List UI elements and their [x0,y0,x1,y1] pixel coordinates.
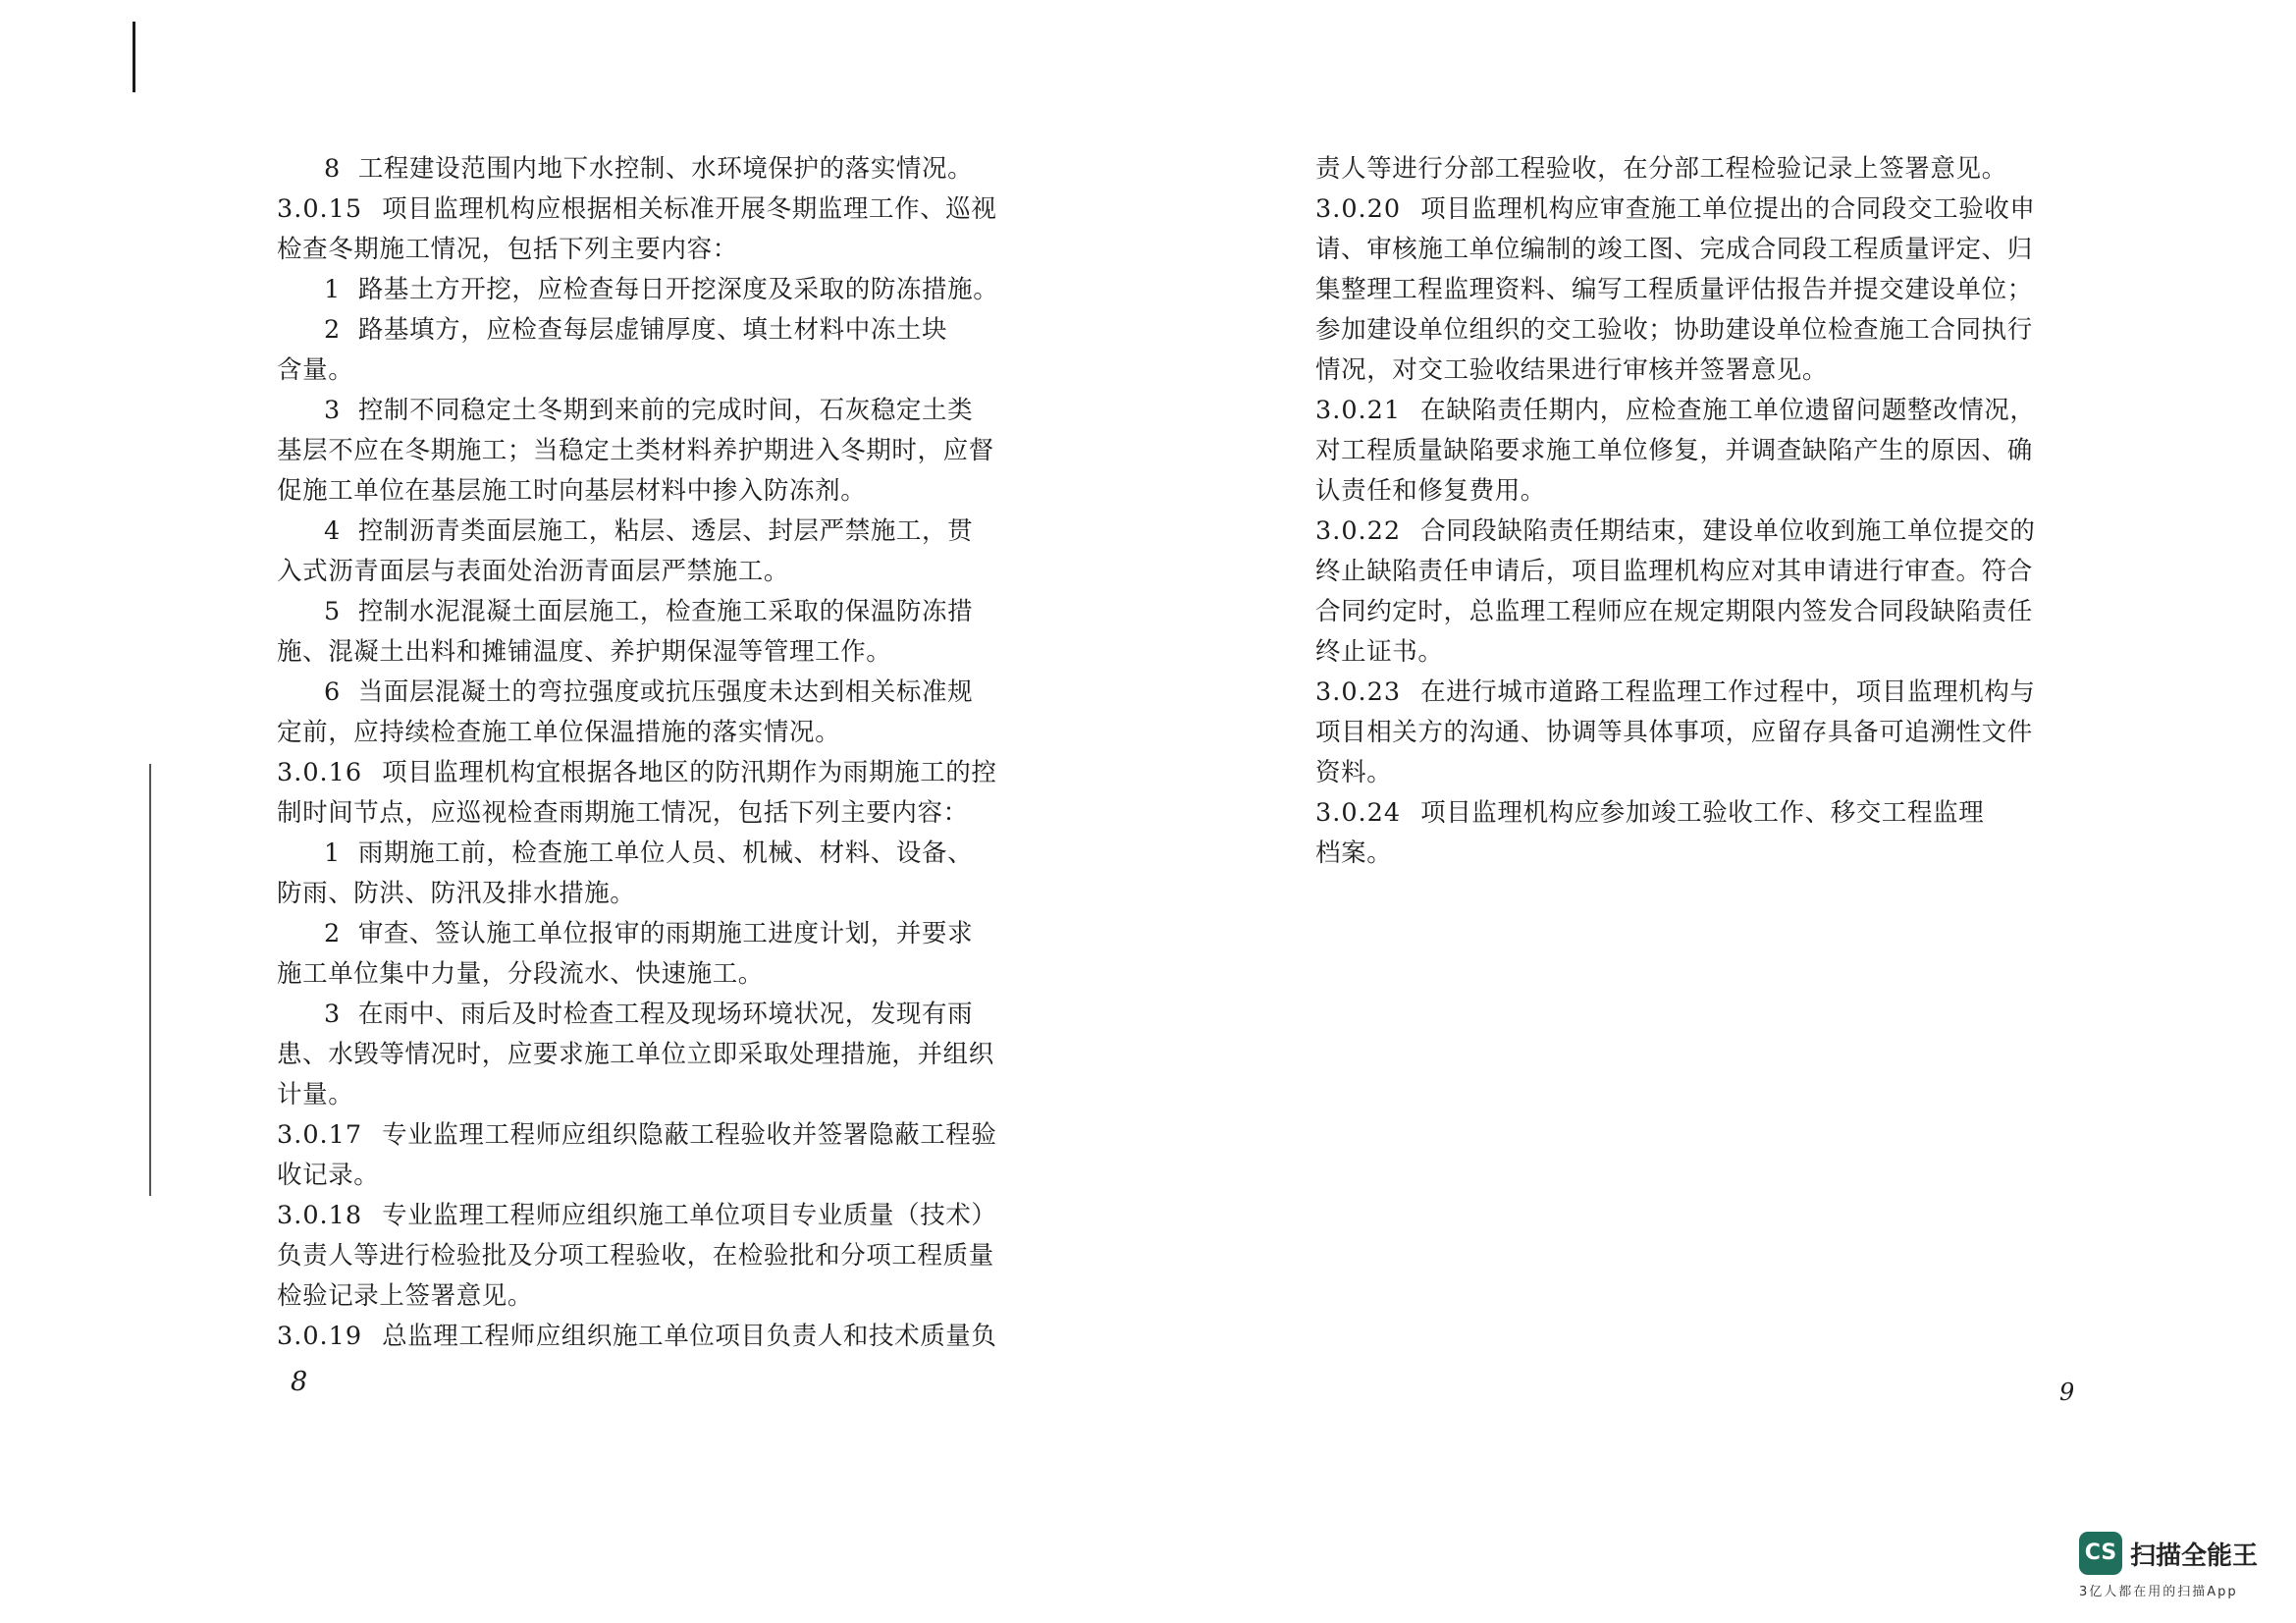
text-line [277,391,1052,431]
clause-number: 3.0.22 [1315,516,1402,546]
text-line [277,1156,1052,1196]
text-line [277,834,1052,874]
text-line [1315,149,2091,189]
page-number-left: 8 [291,1367,308,1397]
line-text: 入式沥青面层与表面处治沥青面层严禁施工。 [277,557,790,586]
text-line [1315,471,2091,512]
text-line [277,1276,1052,1317]
item-number: 3 [324,1000,341,1029]
line-text: 档案。 [1315,839,1393,868]
line-text: 项目监理机构应根据相关标准开展冬期监理工作、巡视 [382,194,997,224]
text-line [277,1115,1052,1156]
line-text: 计量。 [277,1080,354,1109]
text-line [277,431,1052,471]
line-text: 认责任和修复费用。 [1315,476,1546,506]
text-line [1315,632,2091,673]
clause-number: 3.0.23 [1315,677,1402,707]
text-line [277,1075,1052,1115]
line-text: 施工单位集中力量，分段流水、快速施工。 [277,959,764,989]
line-text: 患、水毁等情况时，应要求施工单位立即采取处理措施，并组织 [277,1040,994,1069]
line-text: 专业监理工程师应组织施工单位项目专业质量（技术） [382,1201,997,1230]
text-line [1315,310,2091,351]
line-text: 路基土方开挖，应检查每日开挖深度及采取的防冻措施。 [357,275,999,304]
line-text: 项目监理机构应参加竣工验收工作、移交工程监理 [1420,798,1985,828]
line-text: 合同约定时，总监理工程师应在规定期限内签发合同段缺陷责任 [1315,597,2033,626]
item-number: 1 [324,275,341,304]
clause-number: 3.0.17 [277,1120,363,1150]
item-number: 5 [324,597,341,626]
item-number: 6 [324,677,341,707]
text-line [277,1196,1052,1236]
scan-edge-mark [133,22,135,92]
line-text: 检验记录上签署意见。 [277,1281,534,1311]
item-number: 8 [324,154,341,184]
text-line [277,673,1052,713]
item-number: 2 [324,919,341,948]
clause-number: 3.0.15 [277,194,363,224]
item-number: 4 [324,516,341,546]
text-line [1315,270,2091,310]
text-line [1315,391,2091,431]
line-text: 负责人等进行检验批及分项工程验收，在检验批和分项工程质量 [277,1241,994,1271]
line-text: 终止证书。 [1315,637,1444,667]
clause-number: 3.0.21 [1315,396,1402,425]
left-page-text [277,149,1052,1357]
item-number: 3 [324,396,341,425]
line-text: 在缺陷责任期内，应检查施工单位遗留问题整改情况， [1420,396,2036,425]
text-line [277,793,1052,834]
text-line [277,351,1052,391]
text-line [277,753,1052,793]
line-text: 情况，对交工验收结果进行审核并签署意见。 [1315,355,1829,385]
line-text: 防雨、防洪、防汛及排水措施。 [277,879,636,908]
line-text: 控制沥青类面层施工，粘层、透层、封层严禁施工，贯 [357,516,974,546]
line-text: 检查冬期施工情况，包括下列主要内容： [277,235,738,264]
line-text: 定前，应持续检查施工单位保温措施的落实情况。 [277,718,841,747]
clause-number: 3.0.20 [1315,194,1402,224]
line-text: 制时间节点，应巡视检查雨期施工情况，包括下列主要内容： [277,798,969,828]
line-text: 终止缺陷责任申请后，项目监理机构应对其申请进行审查。符合 [1315,557,2033,586]
text-line [1315,592,2091,632]
item-number: 1 [324,839,341,868]
text-line [277,310,1052,351]
line-text: 施、混凝土出料和摊铺温度、养护期保湿等管理工作。 [277,637,892,667]
line-text: 参加建设单位组织的交工验收；协助建设单位检查施工合同执行 [1315,315,2033,345]
line-text: 基层不应在冬期施工；当稳定土类材料养护期进入冬期时，应督 [277,436,994,465]
text-line [1315,512,2091,552]
camscanner-logo-icon: CS [2079,1532,2122,1575]
line-text: 在进行城市道路工程监理工作过程中，项目监理机构与 [1420,677,2036,707]
line-text: 当面层混凝土的弯拉强度或抗压强度未达到相关标准规 [357,677,974,707]
line-text: 请、审核施工单位编制的竣工图、完成合同段工程质量评定、归 [1315,235,2033,264]
line-text: 责人等进行分部工程验收，在分部工程检验记录上签署意见。 [1315,154,2007,184]
clause-number: 3.0.24 [1315,798,1402,828]
text-line [1315,351,2091,391]
text-line [277,632,1052,673]
watermark-app-name: 扫描全能王 [2130,1541,2259,1571]
line-text: 雨期施工前，检查施工单位人员、机械、材料、设备、 [357,839,974,868]
text-line [277,552,1052,592]
scan-edge-mark [149,764,151,1196]
text-line [1315,431,2091,471]
text-line [277,1035,1052,1075]
line-text: 对工程质量缺陷要求施工单位修复，并调查缺陷产生的原因、确 [1315,436,2033,465]
text-line [277,1317,1052,1357]
text-line [277,874,1052,914]
line-text: 项目监理机构应审查施工单位提出的合同段交工验收申 [1420,194,2036,224]
text-line [1315,230,2091,270]
text-line [1315,713,2091,753]
watermark-tagline: 3亿人都在用的扫描App [2079,1585,2238,1599]
line-text: 项目监理机构宜根据各地区的防汛期作为雨期施工的控 [382,758,997,787]
line-text: 专业监理工程师应组织隐蔽工程验收并签署隐蔽工程验 [382,1120,997,1150]
text-line [277,954,1052,995]
text-line [277,1236,1052,1276]
line-text: 总监理工程师应组织施工单位项目负责人和技术质量负 [382,1322,997,1351]
line-text: 控制不同稳定土冬期到来前的完成时间，石灰稳定土类 [357,396,974,425]
line-text: 控制水泥混凝土面层施工，检查施工采取的保温防冻措 [357,597,974,626]
line-text: 收记录。 [277,1161,380,1190]
text-line [277,471,1052,512]
right-page-text [1315,149,2091,874]
text-line [277,149,1052,189]
text-line [277,713,1052,753]
text-line [277,189,1052,230]
text-line [277,512,1052,552]
line-text: 集整理工程监理资料、编写工程质量评估报告并提交建设单位； [1315,275,2033,304]
item-number: 2 [324,315,341,345]
text-line [1315,793,2091,834]
clause-number: 3.0.19 [277,1322,363,1351]
line-text: 审查、签认施工单位报审的雨期施工进度计划，并要求 [357,919,974,948]
line-text: 工程建设范围内地下水控制、水环境保护的落实情况。 [357,154,974,184]
text-line [1315,189,2091,230]
text-line [1315,753,2091,793]
line-text: 资料。 [1315,758,1393,787]
text-line [1315,673,2091,713]
clause-number: 3.0.16 [277,758,363,787]
line-text: 项目相关方的沟通、协调等具体事项，应留存具备可追溯性文件 [1315,718,2033,747]
line-text: 合同段缺陷责任期结束，建设单位收到施工单位提交的 [1420,516,2036,546]
text-line [1315,552,2091,592]
line-text: 路基填方，应检查每层虚铺厚度、填土材料中冻土块 [357,315,948,345]
page-number-right: 9 [2059,1379,2075,1406]
line-text: 含量。 [277,355,354,385]
text-line [1315,834,2091,874]
text-line [277,270,1052,310]
text-line [277,995,1052,1035]
line-text: 在雨中、雨后及时检查工程及现场环境状况，发现有雨 [357,1000,974,1029]
line-text: 促施工单位在基层施工时向基层材料中掺入防冻剂。 [277,476,867,506]
scanner-watermark [2079,1532,2275,1599]
text-line [277,230,1052,270]
clause-number: 3.0.18 [277,1201,363,1230]
text-line [277,914,1052,954]
text-line [277,592,1052,632]
